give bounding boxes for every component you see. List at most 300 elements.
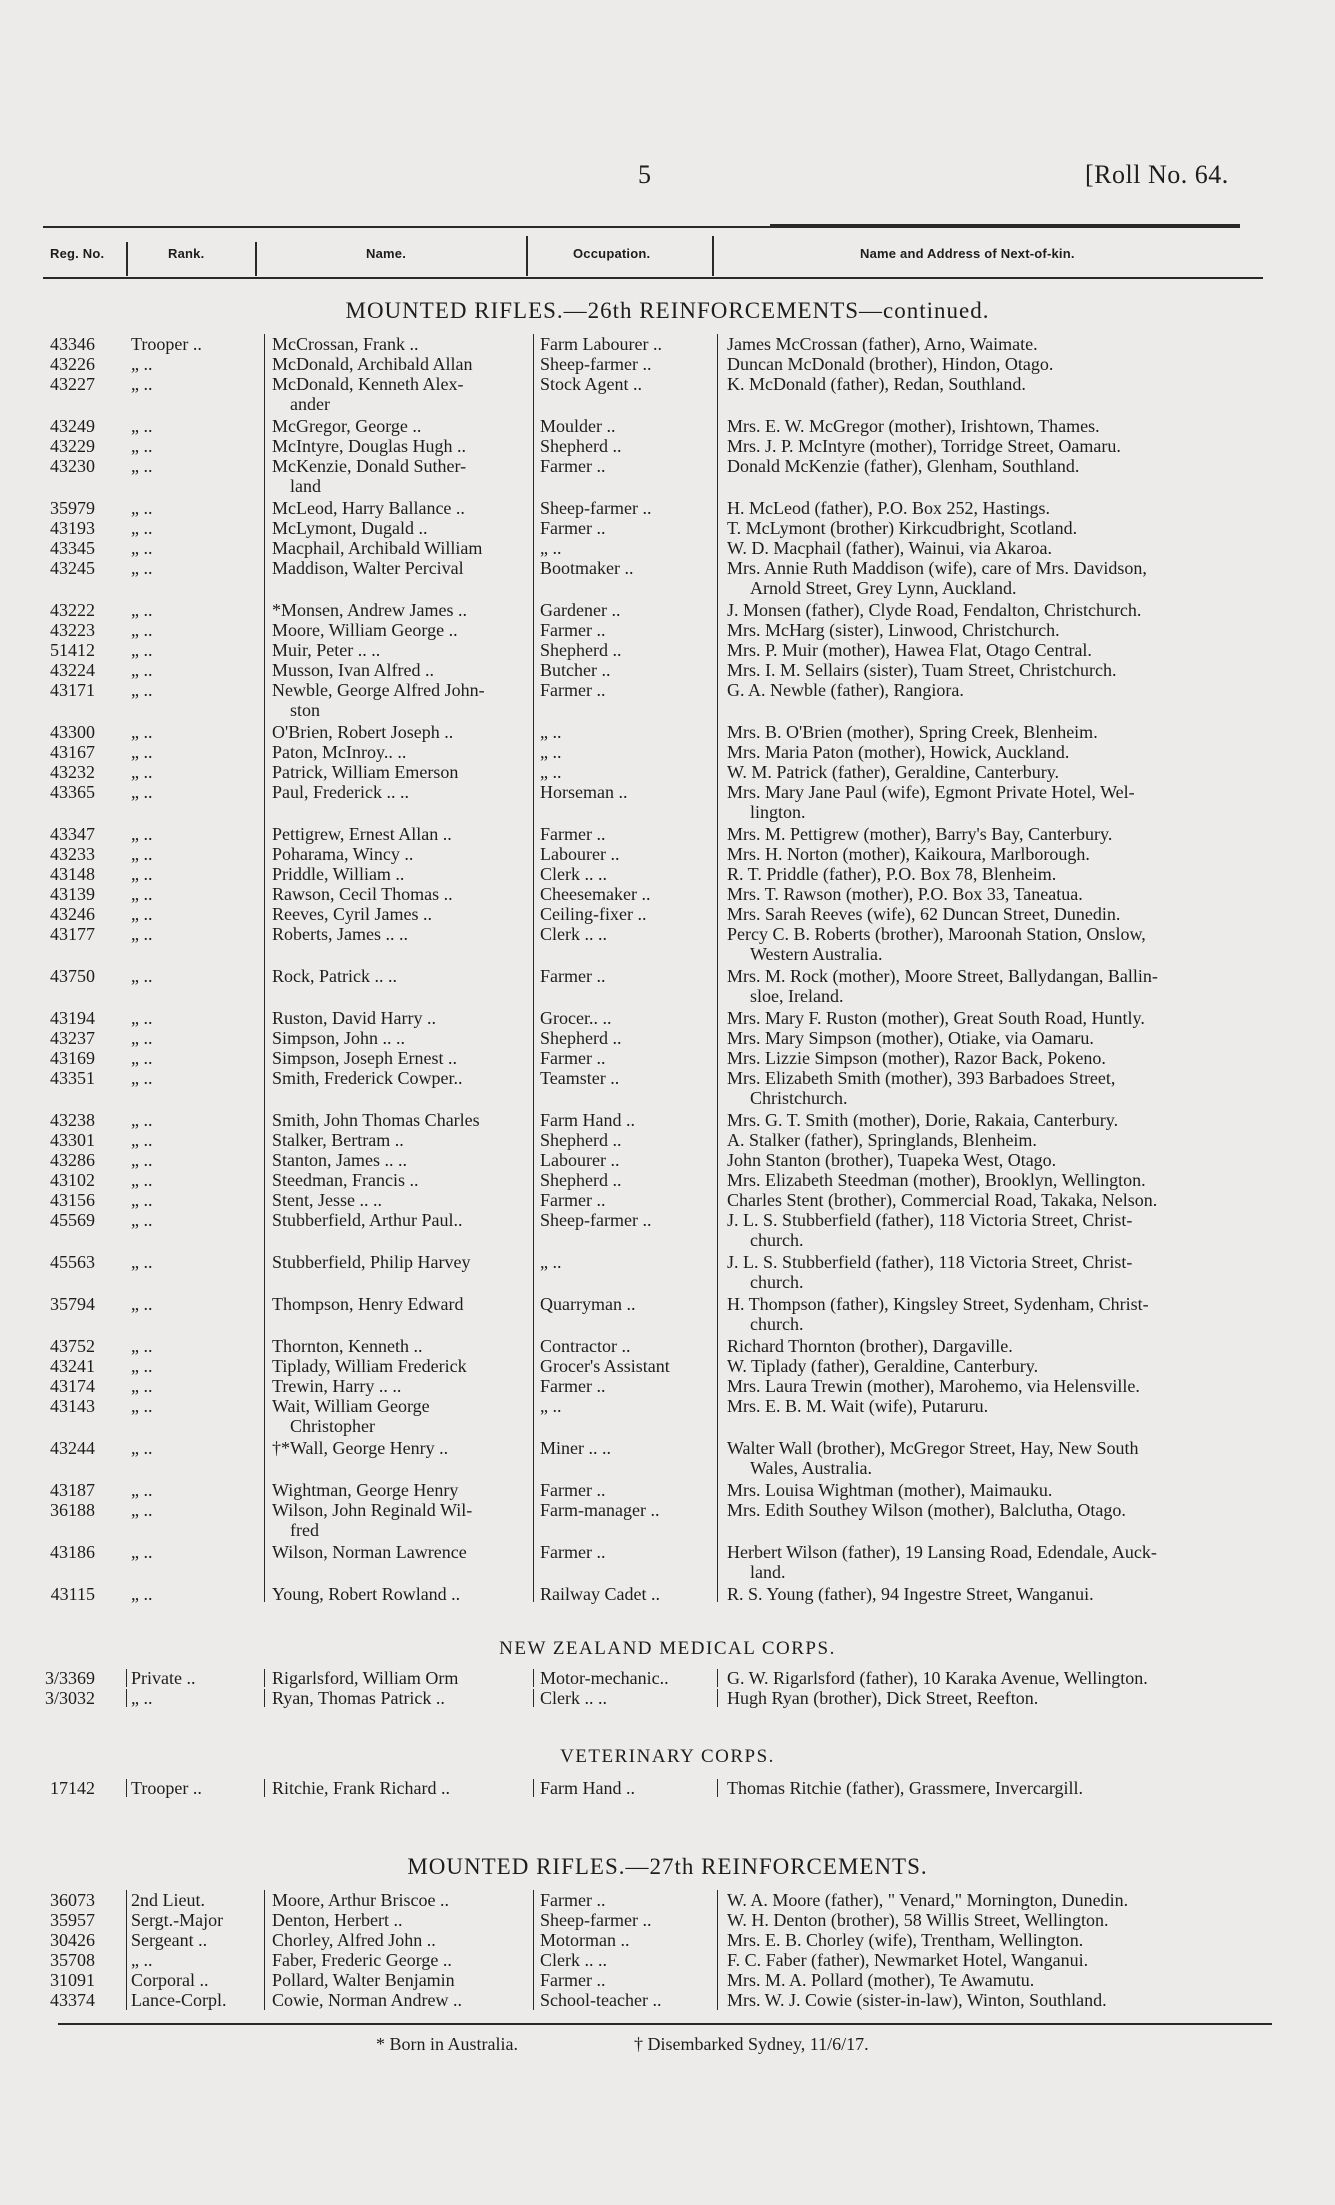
occupation: Teamster .. xyxy=(540,1068,620,1088)
column-divider xyxy=(264,1689,265,1707)
reg-number: 45563 xyxy=(50,1252,95,1272)
reg-number: 43301 xyxy=(50,1130,95,1150)
next-of-kin-continued: Arnold Street, Grey Lynn, Auckland. xyxy=(750,578,1017,598)
soldier-name: McCrossan, Frank .. xyxy=(272,334,419,354)
soldier-name: Pettigrew, Ernest Allan .. xyxy=(272,824,452,844)
soldier-name-continued: ston xyxy=(290,700,321,720)
rank: „ .. xyxy=(131,680,153,700)
header-kin: Name and Address of Next-of-kin. xyxy=(860,246,1075,261)
rank: „ .. xyxy=(131,436,153,456)
soldier-name: Stubberfield, Philip Harvey xyxy=(272,1252,471,1272)
soldier-name-continued: Christopher xyxy=(290,1416,375,1436)
rank: „ .. xyxy=(131,498,153,518)
next-of-kin: Mrs. M. A. Pollard (mother), Te Awamutu. xyxy=(727,1970,1035,1990)
soldier-name: Cowie, Norman Andrew .. xyxy=(272,1990,462,2010)
occupation: Grocer's Assistant xyxy=(540,1356,670,1376)
reg-number: 36188 xyxy=(50,1500,95,1520)
next-of-kin: J. Monsen (father), Clyde Road, Fendalton, Christchurch. xyxy=(727,600,1142,620)
rank: „ .. xyxy=(131,1210,153,1230)
soldier-name: Young, Robert Rowland .. xyxy=(272,1584,461,1604)
next-of-kin: G. W. Rigarlsford (father), 10 Karaka Avenue, Wellington. xyxy=(727,1668,1148,1688)
occupation: Bootmaker .. xyxy=(540,558,634,578)
next-of-kin: Mrs. Mary Jane Paul (wife), Egmont Private Hotel, Wel- xyxy=(727,782,1135,802)
rank: Trooper .. xyxy=(131,334,202,354)
reg-number: 43245 xyxy=(50,558,95,578)
next-of-kin: T. McLymont (brother) Kirkcudbright, Scotland. xyxy=(727,518,1078,538)
rank: „ .. xyxy=(131,904,153,924)
occupation: Farmer .. xyxy=(540,1190,606,1210)
occupation: Grocer.. .. xyxy=(540,1008,612,1028)
reg-number: 43750 xyxy=(50,966,95,986)
rank: „ .. xyxy=(131,518,153,538)
soldier-name: Trewin, Harry .. .. xyxy=(272,1376,402,1396)
occupation: Farmer .. xyxy=(540,1970,606,1990)
reg-number: 43171 xyxy=(50,680,95,700)
soldier-name: Wait, William George xyxy=(272,1396,430,1416)
rank: „ .. xyxy=(131,558,153,578)
soldier-name: Moore, Arthur Briscoe .. xyxy=(272,1890,449,1910)
occupation: „ .. xyxy=(540,762,562,782)
occupation: „ .. xyxy=(540,1252,562,1272)
soldier-name: Paul, Frederick .. .. xyxy=(272,782,409,802)
reg-number: 43187 xyxy=(50,1480,95,1500)
occupation: „ .. xyxy=(540,1396,562,1416)
soldier-name: McLeod, Harry Ballance .. xyxy=(272,498,465,518)
next-of-kin: Mrs. E. W. McGregor (mother), Irishtown, Thames. xyxy=(727,416,1100,436)
reg-number: 51412 xyxy=(50,640,95,660)
reg-number: 43374 xyxy=(50,1990,95,2010)
reg-number: 43194 xyxy=(50,1008,95,1028)
header-top-rule-thick xyxy=(770,224,1240,227)
header-divider xyxy=(526,236,528,276)
occupation: „ .. xyxy=(540,538,562,558)
reg-number: 36073 xyxy=(50,1890,95,1910)
next-of-kin-continued: lington. xyxy=(750,802,806,822)
soldier-name: Patrick, William Emerson xyxy=(272,762,459,782)
reg-number: 43186 xyxy=(50,1542,95,1562)
footnote-disembarked: † Disembarked Sydney, 11/6/17. xyxy=(634,2034,869,2054)
roll-number: [Roll No. 64. xyxy=(1085,160,1229,189)
reg-number: 43174 xyxy=(50,1376,95,1396)
reg-number: 43222 xyxy=(50,600,95,620)
soldier-name: Rawson, Cecil Thomas .. xyxy=(272,884,453,904)
occupation: Farmer .. xyxy=(540,824,606,844)
header-occupation: Occupation. xyxy=(573,246,651,261)
column-divider xyxy=(264,1669,265,1687)
reg-number: 17142 xyxy=(50,1778,95,1798)
next-of-kin: Thomas Ritchie (father), Grassmere, Invercargill. xyxy=(727,1778,1084,1798)
occupation: Sheep-farmer .. xyxy=(540,498,652,518)
rank: Corporal .. xyxy=(131,1970,209,1990)
next-of-kin: K. McDonald (father), Redan, Southland. xyxy=(727,374,1026,394)
section-title: MOUNTED RIFLES.—26th REINFORCEMENTS—continued. xyxy=(345,298,990,323)
soldier-name-continued: land xyxy=(290,476,321,496)
rank: „ .. xyxy=(131,1542,153,1562)
rank: „ .. xyxy=(131,1150,153,1170)
rank: „ .. xyxy=(131,742,153,762)
rank: „ .. xyxy=(131,1500,153,1520)
occupation: Sheep-farmer .. xyxy=(540,1910,652,1930)
soldier-name: Wilson, John Reginald Wil- xyxy=(272,1500,473,1520)
occupation: Clerk .. .. xyxy=(540,1950,607,1970)
column-divider xyxy=(717,1890,718,2010)
soldier-name: Faber, Frederic George .. xyxy=(272,1950,452,1970)
soldier-name: Wilson, Norman Lawrence xyxy=(272,1542,467,1562)
next-of-kin: Mrs. W. J. Cowie (sister-in-law), Winton, Southland. xyxy=(727,1990,1107,2010)
column-divider xyxy=(126,1890,127,2010)
soldier-name: Stalker, Bertram .. xyxy=(272,1130,404,1150)
next-of-kin: James McCrossan (father), Arno, Waimate. xyxy=(727,334,1038,354)
reg-number: 43365 xyxy=(50,782,95,802)
occupation: Cheesemaker .. xyxy=(540,884,651,904)
soldier-name: *Monsen, Andrew James .. xyxy=(272,600,467,620)
soldier-name: Muir, Peter .. .. xyxy=(272,640,381,660)
occupation: Clerk .. .. xyxy=(540,864,607,884)
next-of-kin: Walter Wall (brother), McGregor Street, Hay, New South xyxy=(727,1438,1139,1458)
occupation: Clerk .. .. xyxy=(540,924,607,944)
occupation: Shepherd .. xyxy=(540,436,622,456)
next-of-kin: Mrs. G. T. Smith (mother), Dorie, Rakaia, Canterbury. xyxy=(727,1110,1119,1130)
soldier-name: Ruston, David Harry .. xyxy=(272,1008,436,1028)
soldier-name: McDonald, Kenneth Alex- xyxy=(272,374,464,394)
column-divider xyxy=(717,1779,718,1797)
soldier-name: Tiplady, William Frederick xyxy=(272,1356,467,1376)
soldier-name: Thornton, Kenneth .. xyxy=(272,1336,423,1356)
rank: „ .. xyxy=(131,1252,153,1272)
next-of-kin-continued: Western Australia. xyxy=(750,944,883,964)
reg-number: 43300 xyxy=(50,722,95,742)
rank: „ .. xyxy=(131,600,153,620)
rank: „ .. xyxy=(131,924,153,944)
rank: „ .. xyxy=(131,1048,153,1068)
next-of-kin: Richard Thornton (brother), Dargaville. xyxy=(727,1336,1013,1356)
soldier-name: Reeves, Cyril James .. xyxy=(272,904,432,924)
soldier-name: Roberts, James .. .. xyxy=(272,924,408,944)
column-divider xyxy=(717,1689,718,1707)
rank: 2nd Lieut. xyxy=(131,1890,205,1910)
next-of-kin: Mrs. P. Muir (mother), Hawea Flat, Otago Central. xyxy=(727,640,1092,660)
column-divider xyxy=(533,1689,534,1707)
next-of-kin: W. Tiplady (father), Geraldine, Canterbury. xyxy=(727,1356,1039,1376)
next-of-kin: J. L. S. Stubberfield (father), 118 Victoria Street, Christ- xyxy=(727,1252,1133,1272)
next-of-kin: Mrs. Sarah Reeves (wife), 62 Duncan Street, Dunedin. xyxy=(727,904,1121,924)
next-of-kin: R. T. Priddle (father), P.O. Box 78, Blenheim. xyxy=(727,864,1057,884)
next-of-kin: Mrs. M. Rock (mother), Moore Street, Ballydangan, Ballin- xyxy=(727,966,1158,986)
soldier-name: McGregor, George .. xyxy=(272,416,422,436)
rank: Lance-Corpl. xyxy=(131,1990,227,2010)
soldier-name: McDonald, Archibald Allan xyxy=(272,354,473,374)
next-of-kin: Mrs. M. Pettigrew (mother), Barry's Bay, Canterbury. xyxy=(727,824,1113,844)
reg-number: 43244 xyxy=(50,1438,95,1458)
occupation: Farm-manager .. xyxy=(540,1500,660,1520)
rank: Private .. xyxy=(131,1668,196,1688)
reg-number: 43241 xyxy=(50,1356,95,1376)
reg-number: 43232 xyxy=(50,762,95,782)
occupation: Stock Agent .. xyxy=(540,374,642,394)
occupation: Railway Cadet .. xyxy=(540,1584,660,1604)
next-of-kin: W. M. Patrick (father), Geraldine, Canterbury. xyxy=(727,762,1060,782)
reg-number: 45569 xyxy=(50,1210,95,1230)
soldier-name: Simpson, Joseph Ernest .. xyxy=(272,1048,458,1068)
column-divider xyxy=(717,1669,718,1687)
reg-number: 43224 xyxy=(50,660,95,680)
next-of-kin: J. L. S. Stubberfield (father), 118 Victoria Street, Christ- xyxy=(727,1210,1133,1230)
rank: „ .. xyxy=(131,660,153,680)
reg-number: 43139 xyxy=(50,884,95,904)
footnote-born: * Born in Australia. xyxy=(376,2034,518,2054)
rank: „ .. xyxy=(131,1130,153,1150)
rank: Sergeant .. xyxy=(131,1930,208,1950)
next-of-kin: H. McLeod (father), P.O. Box 252, Hastings. xyxy=(727,498,1050,518)
reg-number: 43226 xyxy=(50,354,95,374)
soldier-name: Pollard, Walter Benjamin xyxy=(272,1970,455,1990)
occupation: Quarryman .. xyxy=(540,1294,636,1314)
next-of-kin: Mrs. E. B. Chorley (wife), Trentham, Wellington. xyxy=(727,1930,1084,1950)
header-divider xyxy=(126,242,128,276)
rank: „ .. xyxy=(131,1008,153,1028)
occupation: Miner .. .. xyxy=(540,1438,611,1458)
soldier-name: Stanton, James .. .. xyxy=(272,1150,407,1170)
next-of-kin: Mrs. E. B. M. Wait (wife), Putaruru. xyxy=(727,1396,989,1416)
rank: „ .. xyxy=(131,1356,153,1376)
soldier-name: McLymont, Dugald .. xyxy=(272,518,428,538)
next-of-kin: Mrs. Laura Trewin (mother), Marohemo, via Helensville. xyxy=(727,1376,1140,1396)
rank: „ .. xyxy=(131,1584,153,1604)
column-divider xyxy=(264,1890,265,2010)
reg-number: 43230 xyxy=(50,456,95,476)
reg-number: 3/3369 xyxy=(44,1668,95,1688)
next-of-kin: Percy C. B. Roberts (brother), Maroonah Station, Onslow, xyxy=(727,924,1146,944)
header-reg: Reg. No. xyxy=(50,246,105,261)
soldier-name: Poharama, Wincy .. xyxy=(272,844,414,864)
rank: „ .. xyxy=(131,1028,153,1048)
next-of-kin: John Stanton (brother), Tuapeka West, Otago. xyxy=(727,1150,1057,1170)
next-of-kin: Mrs. Mary Simpson (mother), Otiake, via Oamaru. xyxy=(727,1028,1094,1048)
rank: „ .. xyxy=(131,354,153,374)
soldier-name-continued: fred xyxy=(290,1520,319,1540)
next-of-kin: Mrs. T. Rawson (mother), P.O. Box 33, Taneatua. xyxy=(727,884,1083,904)
next-of-kin: R. S. Young (father), 94 Ingestre Street, Wanganui. xyxy=(727,1584,1094,1604)
reg-number: 43237 xyxy=(50,1028,95,1048)
occupation: Farmer .. xyxy=(540,1542,606,1562)
rank: „ .. xyxy=(131,1438,153,1458)
soldier-name-continued: ander xyxy=(290,394,330,414)
column-divider xyxy=(264,1779,265,1797)
next-of-kin: W. A. Moore (father), " Venard," Mornington, Dunedin. xyxy=(727,1890,1129,1910)
reg-number: 43246 xyxy=(50,904,95,924)
soldier-name: Smith, John Thomas Charles xyxy=(272,1110,480,1130)
soldier-name: Stubberfield, Arthur Paul.. xyxy=(272,1210,463,1230)
next-of-kin: Mrs. I. M. Sellairs (sister), Tuam Street, Christchurch. xyxy=(727,660,1117,680)
reg-number: 43223 xyxy=(50,620,95,640)
soldier-name: McIntyre, Douglas Hugh .. xyxy=(272,436,466,456)
occupation: Gardener .. xyxy=(540,600,621,620)
next-of-kin: W. D. Macphail (father), Wainui, via Akaroa. xyxy=(727,538,1052,558)
rank: „ .. xyxy=(131,1170,153,1190)
column-divider xyxy=(533,334,534,1602)
occupation: „ .. xyxy=(540,722,562,742)
header-bottom-rule xyxy=(43,277,1263,279)
next-of-kin: Mrs. Louisa Wightman (mother), Maimauku. xyxy=(727,1480,1053,1500)
rank: „ .. xyxy=(131,374,153,394)
reg-number: 43115 xyxy=(50,1584,95,1604)
occupation: Farm Hand .. xyxy=(540,1110,635,1130)
reg-number: 35794 xyxy=(50,1294,95,1314)
column-divider xyxy=(126,1779,127,1797)
column-divider xyxy=(533,1669,534,1687)
soldier-name: Smith, Frederick Cowper.. xyxy=(272,1068,463,1088)
soldier-name: †*Wall, George Henry .. xyxy=(272,1438,449,1458)
column-divider xyxy=(264,334,265,1602)
rank: „ .. xyxy=(131,1336,153,1356)
occupation: Butcher .. xyxy=(540,660,611,680)
occupation: Motor-mechanic.. xyxy=(540,1668,669,1688)
next-of-kin: Charles Stent (brother), Commercial Road, Takaka, Nelson. xyxy=(727,1190,1158,1210)
soldier-name: Paton, McInroy.. .. xyxy=(272,742,407,762)
rank: „ .. xyxy=(131,824,153,844)
occupation: Horseman .. xyxy=(540,782,628,802)
occupation: Labourer .. xyxy=(540,1150,620,1170)
occupation: Labourer .. xyxy=(540,844,620,864)
footer-rule xyxy=(58,2023,1272,2025)
next-of-kin: W. H. Denton (brother), 58 Willis Street, Wellington. xyxy=(727,1910,1109,1930)
page-number: 5 xyxy=(638,160,651,189)
occupation: Shepherd .. xyxy=(540,1170,622,1190)
reg-number: 43229 xyxy=(50,436,95,456)
rank: „ .. xyxy=(131,762,153,782)
rank: „ .. xyxy=(131,620,153,640)
rank: „ .. xyxy=(131,538,153,558)
soldier-name: Newble, George Alfred John- xyxy=(272,680,485,700)
next-of-kin-continued: land. xyxy=(750,1562,786,1582)
soldier-name: O'Brien, Robert Joseph .. xyxy=(272,722,454,742)
next-of-kin: Hugh Ryan (brother), Dick Street, Reefton. xyxy=(727,1688,1039,1708)
soldier-name: Macphail, Archibald William xyxy=(272,538,483,558)
reg-number: 3/3032 xyxy=(44,1688,95,1708)
reg-number: 43238 xyxy=(50,1110,95,1130)
reg-number: 43346 xyxy=(50,334,95,354)
reg-number: 43233 xyxy=(50,844,95,864)
reg-number: 43286 xyxy=(50,1150,95,1170)
next-of-kin: F. C. Faber (father), Newmarket Hotel, Wanganui. xyxy=(727,1950,1089,1970)
reg-number: 31091 xyxy=(50,1970,95,1990)
next-of-kin-continued: Wales, Australia. xyxy=(750,1458,873,1478)
next-of-kin-continued: sloe, Ireland. xyxy=(750,986,844,1006)
rank: „ .. xyxy=(131,640,153,660)
next-of-kin: Mrs. Annie Ruth Maddison (wife), care of Mrs. Davidson, xyxy=(727,558,1147,578)
occupation: Clerk .. .. xyxy=(540,1688,607,1708)
occupation: Farm Hand .. xyxy=(540,1778,635,1798)
soldier-name: Denton, Herbert .. xyxy=(272,1910,403,1930)
next-of-kin: Donald McKenzie (father), Glenham, Southland. xyxy=(727,456,1080,476)
reg-number: 35957 xyxy=(50,1910,95,1930)
occupation: Shepherd .. xyxy=(540,640,622,660)
rank: „ .. xyxy=(131,844,153,864)
rank: „ .. xyxy=(131,1190,153,1210)
occupation: Farmer .. xyxy=(540,620,606,640)
rank: „ .. xyxy=(131,1396,153,1416)
occupation: Motorman .. xyxy=(540,1930,630,1950)
occupation: Ceiling-fixer .. xyxy=(540,904,647,924)
reg-number: 35979 xyxy=(50,498,95,518)
header-divider xyxy=(255,242,257,276)
next-of-kin: Mrs. B. O'Brien (mother), Spring Creek, Blenheim. xyxy=(727,722,1098,742)
section-title: NEW ZEALAND MEDICAL CORPS. xyxy=(499,1638,836,1659)
occupation: Farmer .. xyxy=(540,518,606,538)
reg-number: 43102 xyxy=(50,1170,95,1190)
occupation: Sheep-farmer .. xyxy=(540,354,652,374)
next-of-kin: Mrs. Edith Southey Wilson (mother), Balclutha, Otago. xyxy=(727,1500,1126,1520)
header-name: Name. xyxy=(366,246,407,261)
soldier-name: Rigarlsford, William Orm xyxy=(272,1668,459,1688)
soldier-name: Simpson, John .. .. xyxy=(272,1028,406,1048)
next-of-kin: H. Thompson (father), Kingsley Street, Sydenham, Christ- xyxy=(727,1294,1149,1314)
reg-number: 30426 xyxy=(50,1930,95,1950)
occupation: Moulder .. xyxy=(540,416,616,436)
rank: Sergt.-Major xyxy=(131,1910,224,1930)
soldier-name: Chorley, Alfred John .. xyxy=(272,1930,436,1950)
header-divider xyxy=(712,236,714,276)
reg-number: 43249 xyxy=(50,416,95,436)
reg-number: 43148 xyxy=(50,864,95,884)
next-of-kin: Mrs. H. Norton (mother), Kaikoura, Marlborough. xyxy=(727,844,1090,864)
occupation: Contractor .. xyxy=(540,1336,631,1356)
soldier-name: Ryan, Thomas Patrick .. xyxy=(272,1688,445,1708)
next-of-kin: G. A. Newble (father), Rangiora. xyxy=(727,680,964,700)
next-of-kin: Mrs. McHarg (sister), Linwood, Christchurch. xyxy=(727,620,1060,640)
column-divider xyxy=(533,1779,534,1797)
header-rank: Rank. xyxy=(168,246,205,261)
next-of-kin-continued: church. xyxy=(750,1314,804,1334)
rank: „ .. xyxy=(131,1376,153,1396)
occupation: Farmer .. xyxy=(540,1480,606,1500)
rank: „ .. xyxy=(131,1950,153,1970)
soldier-name: Moore, William George .. xyxy=(272,620,458,640)
next-of-kin-continued: Christchurch. xyxy=(750,1088,848,1108)
rank: „ .. xyxy=(131,782,153,802)
rank: „ .. xyxy=(131,1294,153,1314)
soldier-name: McKenzie, Donald Suther- xyxy=(272,456,467,476)
next-of-kin: Mrs. J. P. McIntyre (mother), Torridge Street, Oamaru. xyxy=(727,436,1121,456)
section-title: VETERINARY CORPS. xyxy=(560,1746,775,1767)
reg-number: 43143 xyxy=(50,1396,95,1416)
rank: „ .. xyxy=(131,1688,153,1708)
occupation: Sheep-farmer .. xyxy=(540,1210,652,1230)
column-divider xyxy=(533,1890,534,2010)
rank: „ .. xyxy=(131,864,153,884)
occupation: Shepherd .. xyxy=(540,1028,622,1048)
reg-number: 43345 xyxy=(50,538,95,558)
occupation: Shepherd .. xyxy=(540,1130,622,1150)
section-title: MOUNTED RIFLES.—27th REINFORCEMENTS. xyxy=(407,1854,928,1879)
next-of-kin: Mrs. Elizabeth Smith (mother), 393 Barbadoes Street, xyxy=(727,1068,1116,1088)
occupation: Farmer .. xyxy=(540,1376,606,1396)
next-of-kin-continued: church. xyxy=(750,1230,804,1250)
reg-number: 43177 xyxy=(50,924,95,944)
rank: „ .. xyxy=(131,456,153,476)
reg-number: 43752 xyxy=(50,1336,95,1356)
next-of-kin: Mrs. Maria Paton (mother), Howick, Auckland. xyxy=(727,742,1070,762)
next-of-kin: Duncan McDonald (brother), Hindon, Otago. xyxy=(727,354,1054,374)
occupation: Farmer .. xyxy=(540,1048,606,1068)
rank: „ .. xyxy=(131,1110,153,1130)
next-of-kin: Mrs. Mary F. Ruston (mother), Great South Road, Huntly. xyxy=(727,1008,1145,1028)
rank: „ .. xyxy=(131,416,153,436)
next-of-kin: Herbert Wilson (father), 19 Lansing Road, Edendale, Auck- xyxy=(727,1542,1157,1562)
soldier-name: Thompson, Henry Edward xyxy=(272,1294,464,1314)
rank: „ .. xyxy=(131,1480,153,1500)
rank: „ .. xyxy=(131,884,153,904)
